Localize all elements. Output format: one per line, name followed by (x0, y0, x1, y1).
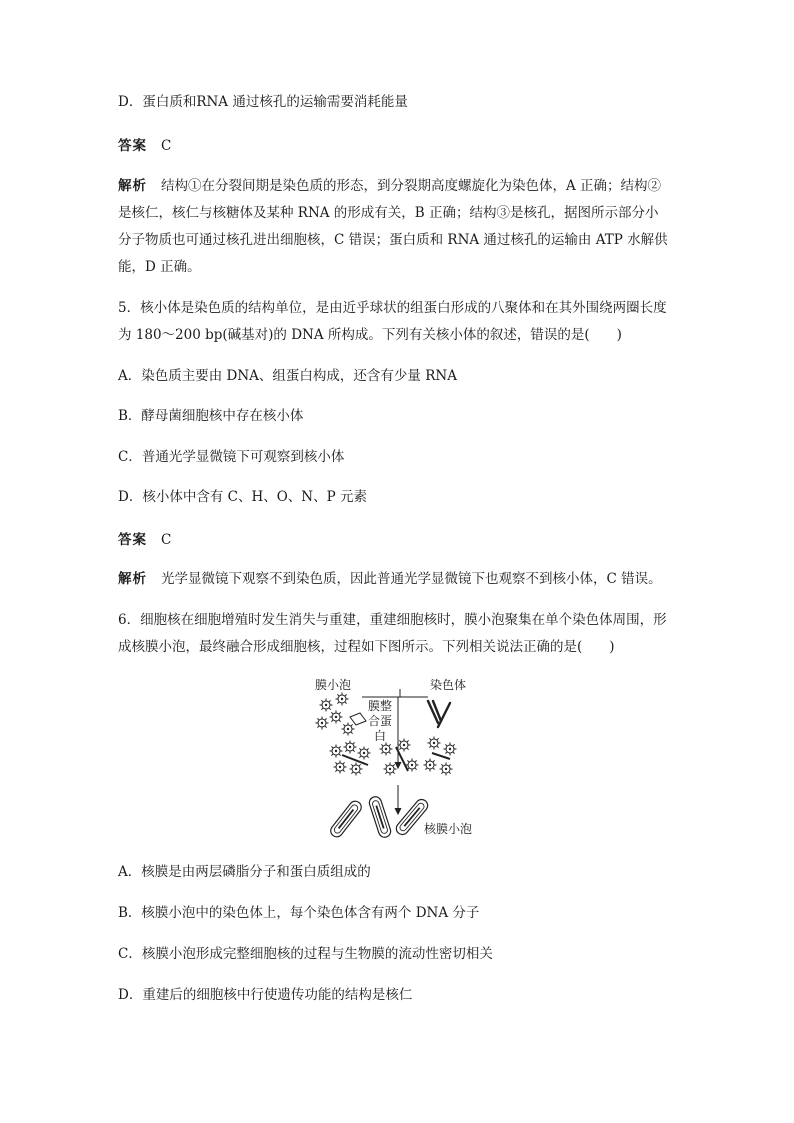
analysis-line-3: 分子物质也可通过核孔进出细胞核，C 错误；蛋白质和 RNA 通过核孔的运输由 ATP 水解供 (118, 232, 668, 248)
vesicle-cluster-left (330, 741, 371, 776)
q6-option-a: A．核膜是由两层磷脂分子和蛋白质组成的 (118, 864, 371, 880)
nuclear-vesicles (328, 795, 430, 839)
label-chromosome: 染色体 (430, 678, 467, 692)
q5-stem-line-1: 5．核小体是染色质的结构单位，是由近乎球状的组蛋白形成的八聚体和在其外围绕两圈长度 (118, 300, 667, 316)
label-vesicle: 膜小泡 (315, 678, 352, 692)
q6-option-d: D．重建后的细胞核中行使遗传功能的结构是核仁 (118, 987, 413, 1003)
answer-value: C (161, 532, 172, 548)
q5-option-c: C．普通光学显微镜下可观察到核小体 (118, 449, 345, 465)
chromosome (428, 701, 450, 727)
nuclear-rebuild-diagram (300, 673, 500, 843)
q5-option-a: A．染色质主要由 DNA、组蛋白构成，还含有少量 RNA (118, 368, 457, 384)
q4-analysis (118, 173, 684, 281)
q5-stem (118, 295, 684, 349)
q4-answer (118, 136, 171, 156)
q5-option-d: D．核小体中含有 C、H、O、N、P 元素 (118, 489, 367, 505)
label-protein-2: 合蛋 (368, 714, 393, 728)
q6-stem (118, 607, 684, 661)
q6-stem-line-1: 6．细胞核在细胞增殖时发生消失与重建，重建细胞核时，膜小泡聚集在单个染色体周围，形 (118, 612, 667, 628)
vesicle-cluster-top (316, 693, 367, 736)
q6-stem-line-2: 成核膜小泡，最终融合形成细胞核，过程如下图所示。下列相关说法正确的是( ) (118, 639, 615, 655)
answer-label: 答案 (118, 138, 147, 154)
vesicle-cluster-middle (380, 739, 419, 776)
label-protein-1: 膜整 (368, 699, 393, 713)
q5-answer (118, 530, 171, 550)
q4-option-d: D．蛋白质和RNA 通过核孔的运输需要消耗能量 (118, 94, 408, 110)
answer-value: C (161, 138, 172, 154)
q5-stem-line-2: 为 180～200 bp(碱基对)的 DNA 所构成。下列有关核小体的叙述，错误的是( ) (118, 327, 622, 343)
analysis-label: 解析 (118, 571, 147, 587)
q6-option-b: B．核膜小泡中的染色体上，每个染色体含有两个 DNA 分子 (118, 905, 480, 921)
analysis-label: 解析 (118, 178, 147, 194)
analysis-line-4: 能，D 正确。 (118, 259, 201, 275)
analysis-line-2: 是核仁，核仁与核糖体及某种 RNA 的形成有关，B 正确；结构③是核孔，据图所示部分小 (118, 205, 659, 221)
label-protein-3: 白 (374, 729, 387, 743)
answer-label: 答案 (118, 532, 147, 548)
label-nuclear-vesicle: 核膜小泡 (424, 822, 473, 836)
analysis-text: 光学显微镜下观察不到染色质，因此普通光学显微镜下也观察不到核小体，C 错误。 (161, 571, 662, 587)
q6-option-c: C．核膜小泡形成完整细胞核的过程与生物膜的流动性密切相关 (118, 946, 493, 962)
analysis-line-1: 解析 结构①在分裂间期是染色质的形态，到分裂期高度螺旋化为染色体，A 正确；结构② (118, 178, 662, 194)
q5-option-b: B．酵母菌细胞核中存在核小体 (118, 408, 304, 424)
q5-analysis (118, 569, 662, 589)
vesicle-cluster-right (424, 737, 457, 776)
